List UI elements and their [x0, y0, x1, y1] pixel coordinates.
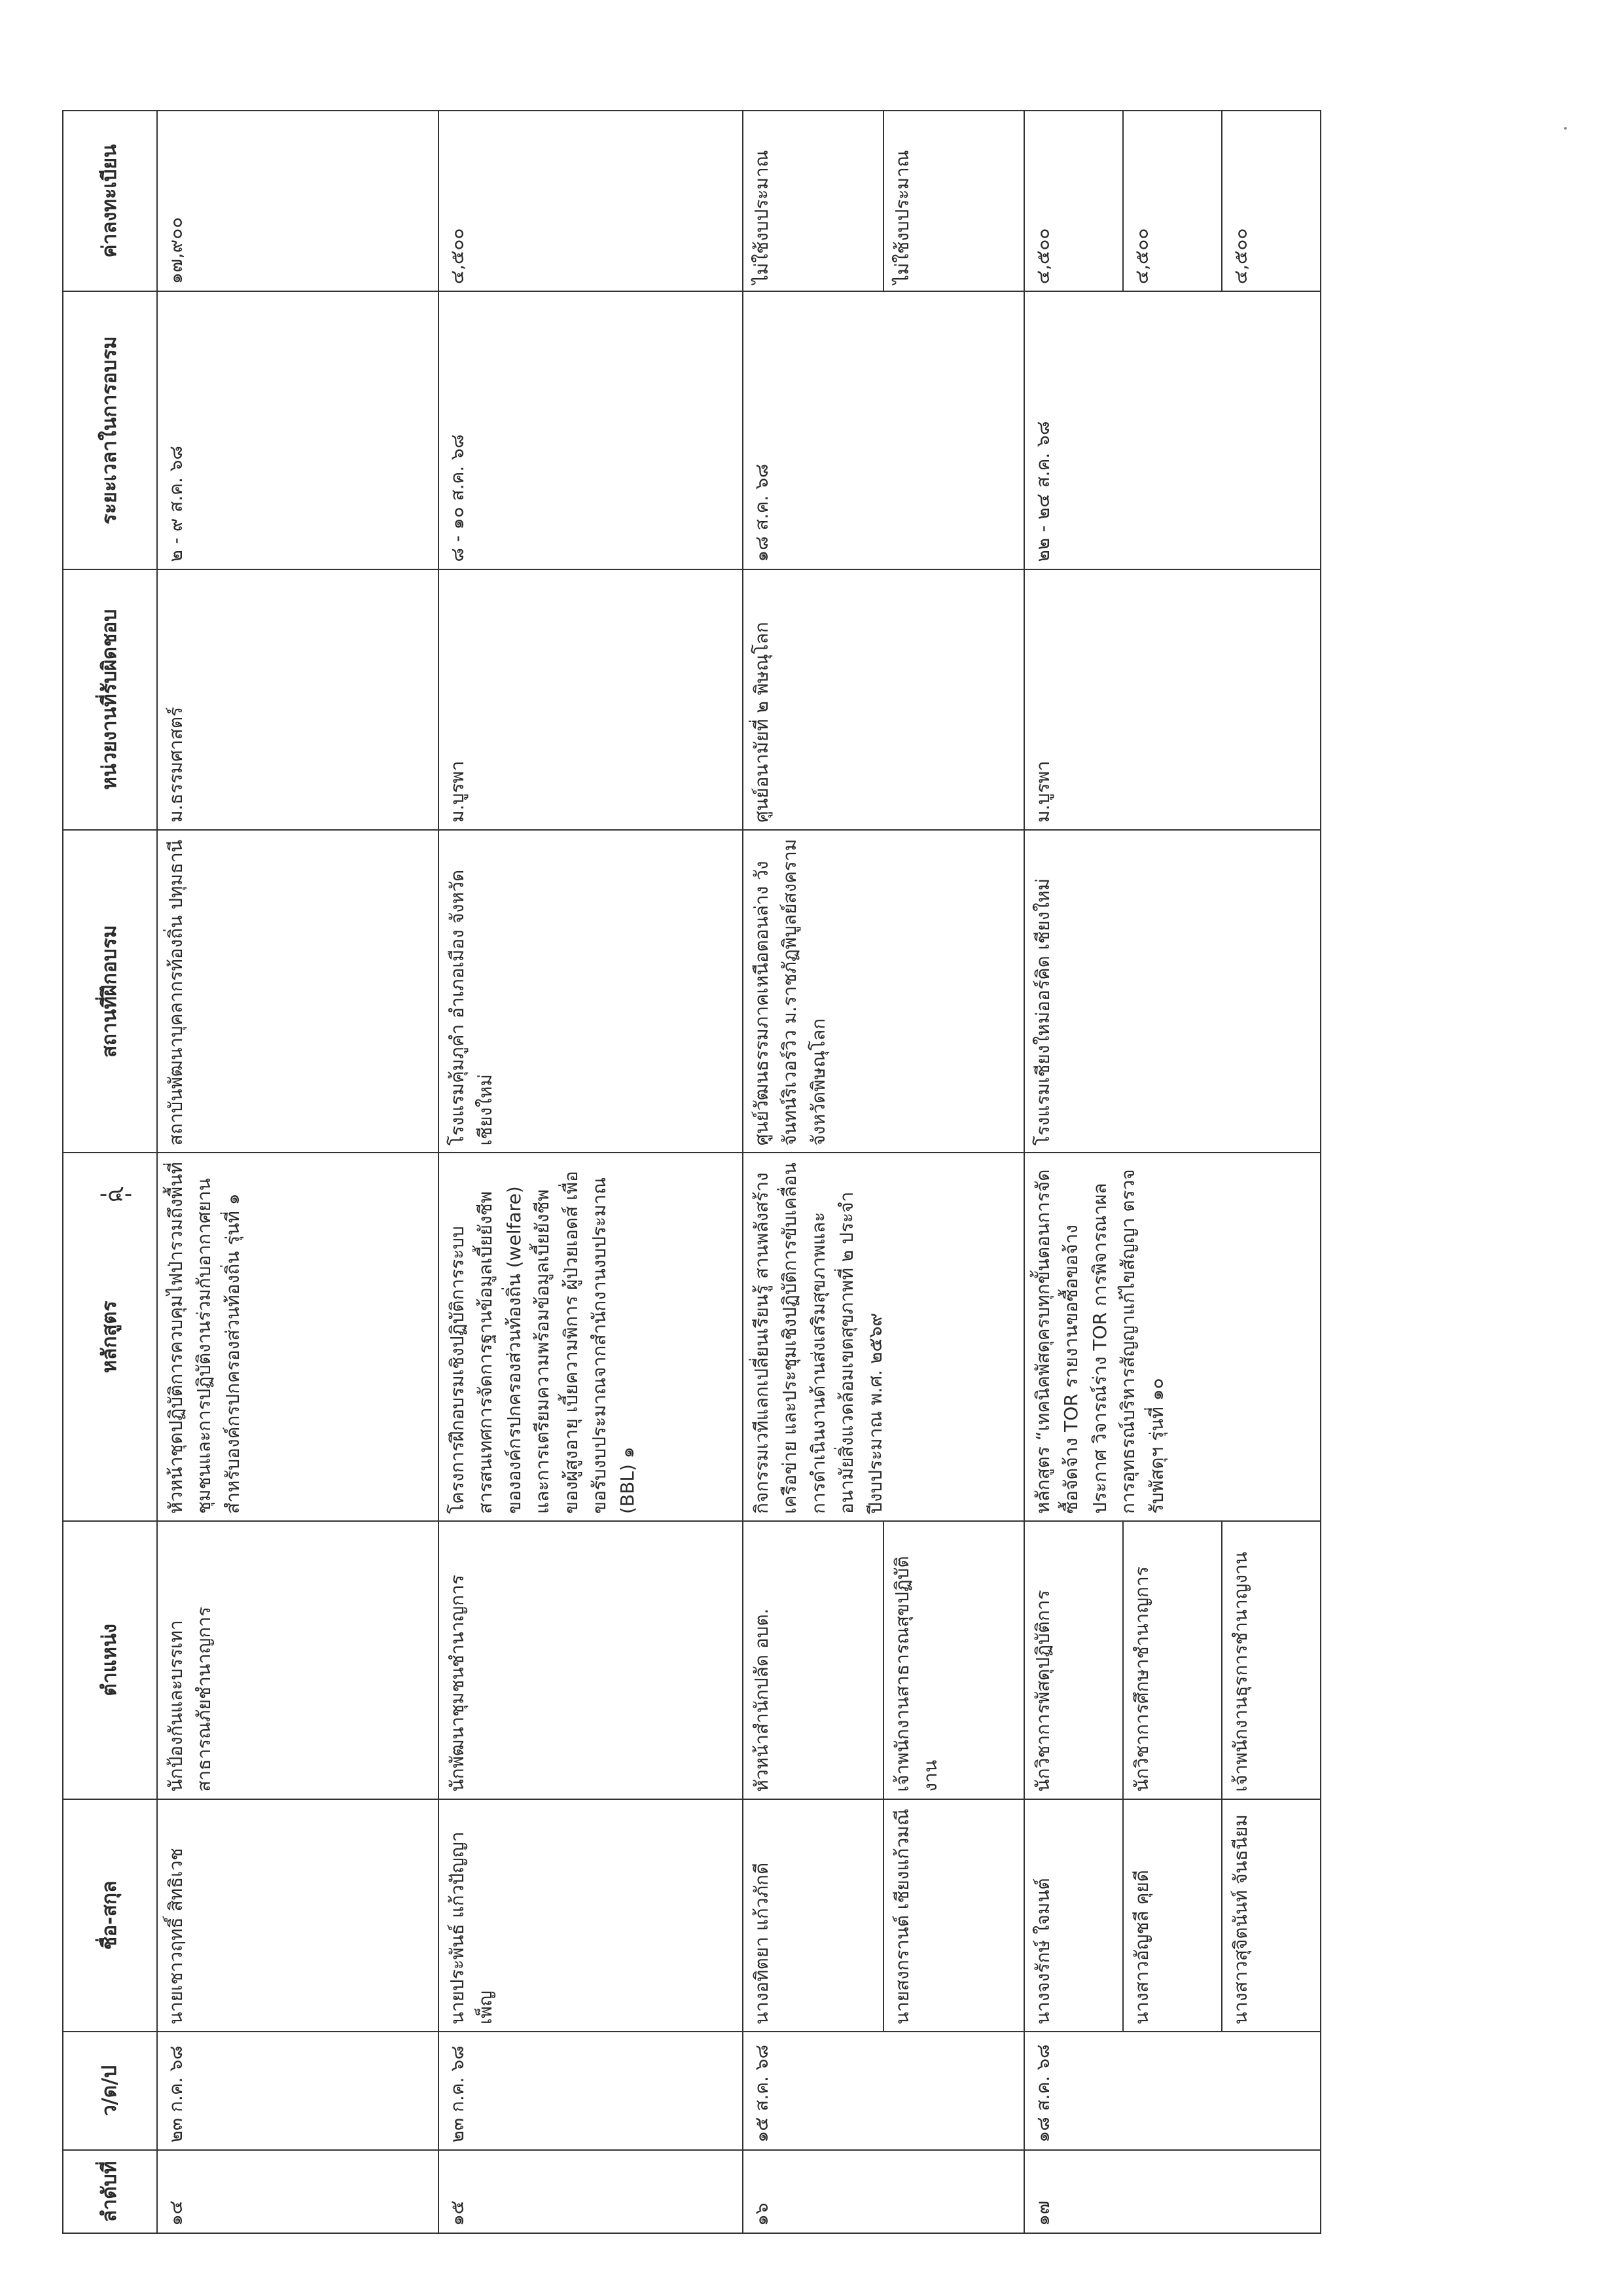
cell-fee: ๔,๕๐๐	[1024, 111, 1123, 291]
cell-position: หัวหน้าสำนักปลัด อบต.	[743, 1521, 883, 1799]
header-org: หน่วยงานที่รับผิดชอบ	[63, 569, 157, 830]
cell-no: ๑๖	[743, 2150, 1024, 2233]
cell-no: ๑๕	[438, 2150, 743, 2233]
header-position: ตำแหน่ง	[63, 1521, 157, 1799]
table-body	[157, 111, 1321, 2233]
training-registration-table	[62, 110, 1321, 2234]
header-date: ว/ด/ป	[63, 2032, 157, 2149]
cell-name: นางสาวสุจิตนันท์ จันธนียม	[1222, 1799, 1321, 2032]
cell-date: ๒๓ ก.ค. ๖๘	[438, 2032, 743, 2149]
cell-course: หลักสูตร “เทคนิคพัสดุครบทุกขั้นตอนการจัดซื้อจัดจ้าง TOR รายงานขอซื้อขอจ้าง ประกาศ วิจารณ์ร่าง TOR การพิจารณาผลการอุทธรณ์บริหารสัญญาแก้ไขสัญญา ตรวจรับพัสดุฯ รุ่นที่ ๑๐	[1024, 1153, 1321, 1521]
cell-name: นายเชาวฤทธิ์ สิทธิเวช	[157, 1799, 438, 2032]
cell-venue: ศูนย์วัฒนธรรมภาคเหนือตอนล่าง วังจันทน์ริเวอร์วิว ม.ราชภัฏพิบูลย์สงคราม จังหวัดพิษณุโลก	[743, 830, 1024, 1153]
cell-period: ๑๘ ส.ค. ๖๘	[743, 291, 1024, 569]
cell-period: ๘ - ๑๐ ส.ค. ๖๘	[438, 291, 743, 569]
header-fee: ค่าลงทะเบียน	[63, 111, 157, 291]
page-number: -๔-	[99, 1180, 133, 1207]
cell-no: ๑๗	[1024, 2150, 1321, 2233]
table-row	[157, 111, 438, 2233]
cell-date: ๑๕ ส.ค. ๖๘	[743, 2032, 1024, 2149]
table-row	[743, 111, 883, 2233]
cell-venue: สถาบันพัฒนาบุคลากรท้องถิ่น ปทุมธานี	[157, 830, 438, 1153]
cell-org: ม.บูรพา	[1024, 569, 1321, 830]
cell-position: นักวิชาการพัสดุปฏิบัติการ	[1024, 1521, 1123, 1799]
cell-fee: ๔,๕๐๐	[1222, 111, 1321, 291]
cell-course: หัวหน้าชุดปฏิบัติการควบคุมไฟป่ารวมถึงพื้นที่ชุมชนและการปฏิบัติงานร่วมกับอากาศยานสำหรับองค์กรปกครองส่วนท้องถิ่น รุ่นที่ ๑	[157, 1153, 438, 1521]
cell-position: เจ้าพนักงานสาธารณสุขปฏิบัติงาน	[883, 1521, 1024, 1799]
table-row	[1024, 111, 1123, 2233]
cell-fee: ๑๗,๙๐๐	[157, 111, 438, 291]
header-no: ลำดับที่	[63, 2150, 157, 2233]
cell-position: นักป้องกันและบรรเทาสาธารณภัยชำนาญการ	[157, 1521, 438, 1799]
cell-fee: ไม่ใช้งบประมาณ	[883, 111, 1024, 291]
cell-position: เจ้าพนักงานธุรการชำนาญงาน	[1222, 1521, 1321, 1799]
cell-venue: โรงแรมเชียงใหม่ออร์คิด เชียงใหม่	[1024, 830, 1321, 1153]
cell-name: นางอทิตยา แก้วภักดี	[743, 1799, 883, 2032]
cell-fee: ไม่ใช้งบประมาณ	[743, 111, 883, 291]
cell-position: นักพัฒนาชุมชนชำนาญการ	[438, 1521, 743, 1799]
cell-date: ๑๘ ส.ค. ๖๘	[1024, 2032, 1321, 2149]
cell-name: นางจงรักษ์ ใจมนต์	[1024, 1799, 1123, 2032]
cell-name: นางสาวอัญชลี คุยดี	[1123, 1799, 1222, 2032]
cell-period: ๒๒ - ๒๔ ส.ค. ๖๘	[1024, 291, 1321, 569]
table-row	[438, 111, 743, 2233]
header-course: หลักสูตร	[63, 1153, 157, 1521]
cell-venue: โรงแรมคุ้มภูคำ อำเภอเมือง จังหวัดเชียงใหม่	[438, 830, 743, 1153]
cell-fee: ๔,๕๐๐	[438, 111, 743, 291]
cell-org: ม.บูรพา	[438, 569, 743, 830]
cell-course: กิจกรรมเวทีแลกเปลี่ยนเรียนรู้ สานพลังสร้างเครือข่าย และประชุมเชิงปฏิบัติการขับเคลื่อนการดำเนินงานด้านส่งเสริมสุขภาพและอนามัยสิ่งแวดล้อมเขตสุขภาพที่ ๒ ประจำปีงบประมาณ พ.ศ. ๒๕๖๙	[743, 1153, 1024, 1521]
cell-position: นักวิชาการศึกษาชำนาญการ	[1123, 1521, 1222, 1799]
header-period: ระยะเวลาในการอบรม	[63, 291, 157, 569]
table-header-row	[63, 111, 157, 2233]
cell-name: นายประพันธ์ แก้วปัญญาเพ็ญ	[438, 1799, 743, 2032]
cell-org: ศูนย์อนามัยที่ ๒ พิษณุโลก	[743, 569, 1024, 830]
cell-period: ๒ - ๙ ส.ค. ๖๘	[157, 291, 438, 569]
cell-course: โครงการฝึกอบรมเชิงปฏิบัติการระบบสารสนเทศการจัดการฐานข้อมูลเบี้ยยังชีพขององค์กรปกครองส่วนท้องถิ่น (welfare) และการเตรียมความพร้อมข้อมูลเบี้ยยังชีพของผู้สูงอายุ เบี้ยความพิการ ผู้ป่วยเอดส์ เพื่อขอรับงบประมาณจากสำนักงานงบประมาณ (BBL) ๑	[438, 1153, 743, 1521]
header-name: ชื่อ-สกุล	[63, 1799, 157, 2032]
cell-no: ๑๔	[157, 2150, 438, 2233]
header-venue: สถานที่ฝึกอบรม	[63, 830, 157, 1153]
scan-speck	[1564, 127, 1567, 130]
cell-name: นายสงกรานต์ เชียงแก้วมณี	[883, 1799, 1024, 2032]
cell-date: ๒๓ ก.ค. ๖๘	[157, 2032, 438, 2149]
cell-fee: ๔,๕๐๐	[1123, 111, 1222, 291]
cell-org: ม.ธรรมศาสตร์	[157, 569, 438, 830]
